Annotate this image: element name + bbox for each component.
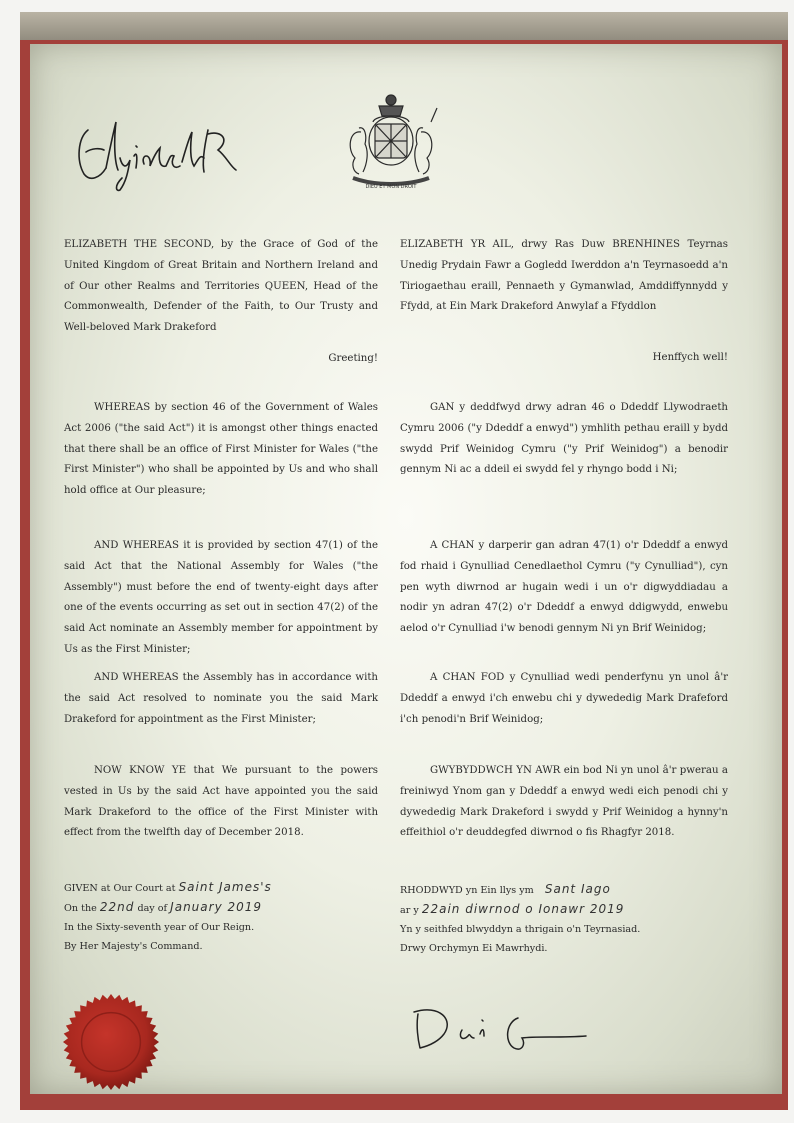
welsh-paragraph-4 — [400, 761, 728, 844]
welsh-ar-y: ar y — [400, 905, 419, 916]
welsh-gwybyddwch: GWYBYDDWCH YN AWR ein bod Ni yn unol â'r pwerau a freiniwyd Ynom gan y Ddeddf a enwyd wedi eich penodi chi y dywededig Mark Drakeford i swydd y Prif Weinidog a hynny'n effeithiol o'r deuddegfed diwrnod o fis Rhagfyr 2018. — [400, 765, 728, 839]
welsh-paragraph-1 — [400, 398, 728, 481]
welsh-intro: ELIZABETH YR AIL, drwy Ras Duw BRENHINES Teyrnas Unedig Prydain Fawr a Gogledd Iwerddon a'n Teyrnasoedd a'n Tiriogaethau eraill, Pennaeth y Gymanwlad, Amddiffynnydd y Ffydd, at Ein Mark Drakeford Anwylaf a Ffyddlon — [400, 239, 728, 313]
english-paragraph-2 — [64, 536, 378, 661]
welsh-chan-fod: A CHAN FOD y Cynulliad wedi penderfynu yn unol â'r Ddeddf a enwyd i'ch enwebu chi y dywededig Mark Drafeford i'ch penodi'n Brif Weinidog; — [400, 672, 728, 725]
english-now-know-ye: NOW KNOW YE that We pursuant to the powers vested in Us by the said Act have appointed you the said Mark Drakeford to the office of the First Minister with effect from the twelfth day of December 2018. — [64, 765, 378, 839]
english-given-place: Saint James's — [178, 880, 272, 894]
welsh-given-place: Sant Iago — [544, 882, 611, 896]
red-wax-seal-icon — [62, 993, 160, 1091]
first-minister-signature — [410, 1000, 590, 1060]
welsh-paragraph-2 — [400, 536, 728, 640]
english-whereas-47: AND WHEREAS it is provided by section 47(1) of the said Act that the National Assembly for Wales ("the Assembly") must before the end of twenty-eight days after one of the events occurring as set out in section 47(2) of the said Act nominate an Assembly member for appointment by Us as the First Minister; — [64, 540, 378, 655]
english-paragraph-3 — [64, 668, 378, 730]
welsh-chan-47: A CHAN y darperir gan adran 47(1) o'r Ddeddf a enwyd fod rhaid i Gynulliad Cenedlaethol Cymru ("y Cynulliad"), cyn pen wyth diwrnod ar hugain wedi i un o'r digwyddiadau a nodir yn adran 47(2) o'r Ddeddf a enwyd ddigwydd, enwebu aelod o'r Cynulliad i'w benodi gennym Ni yn Brif Weinidog; — [400, 540, 728, 635]
english-day-number: 22nd — [99, 900, 135, 914]
english-command: By Her Majesty's Command. — [64, 941, 203, 952]
english-reign: In the Sixty-seventh year of Our Reign. — [64, 922, 255, 933]
english-month-year: January 2019 — [170, 900, 263, 914]
welsh-given-label: RHODDWYD yn Ein llys ym — [400, 885, 534, 896]
english-whereas-assembly: AND WHEREAS the Assembly has in accordance with the said Act resolved to nominate you the said Mark Drakeford for appointment as the First Minister; — [64, 672, 378, 725]
royal-coat-of-arms-icon — [335, 92, 447, 192]
welsh-given-block — [400, 880, 728, 958]
english-whereas-46: WHEREAS by section 46 of the Government of Wales Act 2006 ("the said Act") it is amongst other things enacted that there shall be an office of First Minister for Wales ("the First Minister") who shall be appointed by Us and who shall hold office at Our pleasure; — [64, 402, 378, 497]
english-given-label: GIVEN at Our Court at — [64, 883, 176, 894]
welsh-date-handwritten: 22ain diwrnod o Ionawr 2019 — [421, 902, 625, 916]
welsh-command: Drwy Orchymyn Ei Mawrhydi. — [400, 943, 548, 954]
english-paragraph-1 — [64, 398, 378, 502]
english-given-block — [64, 878, 378, 956]
english-paragraph-4 — [64, 761, 378, 844]
english-column — [64, 235, 378, 370]
welsh-column — [400, 235, 728, 369]
english-on-the: On the — [64, 903, 97, 914]
english-greeting: Greeting! — [328, 352, 378, 364]
top-frame-band — [20, 12, 788, 42]
welsh-gan-46: GAN y deddfwyd drwy adran 46 o Ddeddf Llywodraeth Cymru 2006 ("y Ddeddf a enwyd") ymhlith pethau eraill y bydd swydd Prif Weinidog Cymru ("y Prif Weinidog") a benodir gennym Ni ac a ddeil ei swydd fel y rhyngo bodd i Ni; — [400, 402, 728, 476]
crest-motto: DIEU ET MON DROIT — [365, 184, 417, 190]
welsh-greeting: Henffych well! — [652, 352, 728, 364]
english-intro: ELIZABETH THE SECOND, by the Grace of God of the United Kingdom of Great Britain and Northern Ireland and of Our other Realms and Territories QUEEN, Head of the Commonwealth, Defender of the Faith, to Our Trusty and Well-beloved Mark Drakeford — [64, 239, 378, 334]
welsh-paragraph-3 — [400, 668, 728, 730]
welsh-reign: Yn y seithfed blwyddyn a thrigain o'n Teyrnasiad. — [400, 924, 641, 935]
english-day-of: day of — [137, 903, 168, 914]
royal-signature — [70, 108, 240, 194]
